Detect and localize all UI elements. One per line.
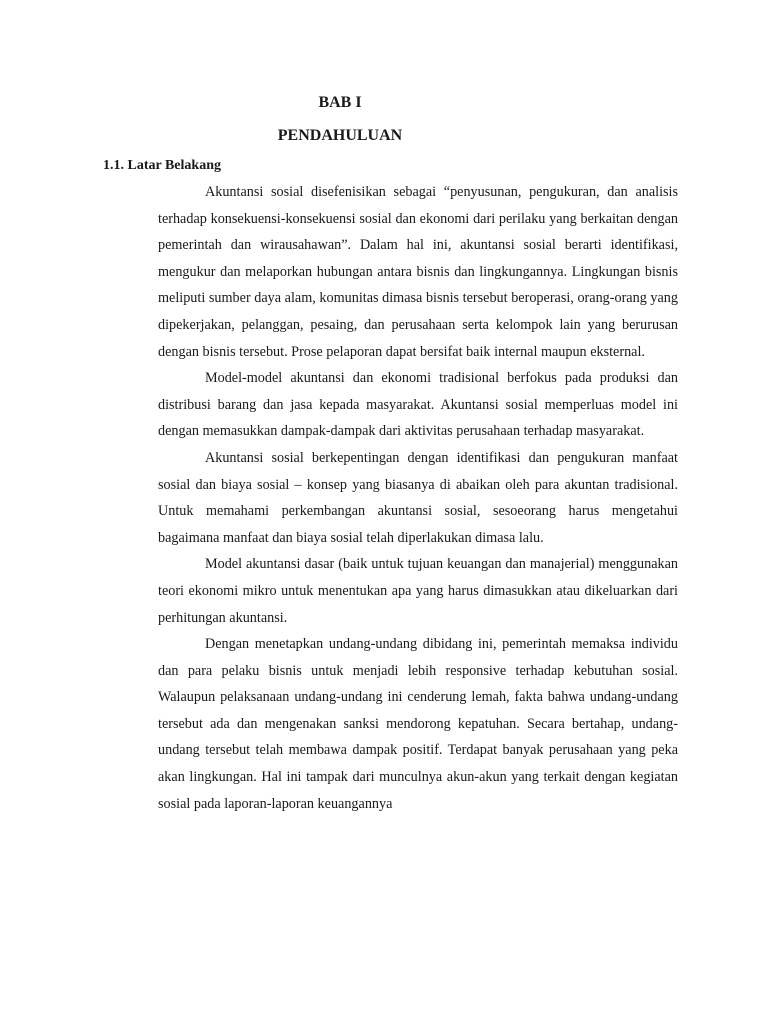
paragraph: Model-model akuntansi dan ekonomi tradisional berfokus pada produksi dan distribusi barang dan jasa kepada masyarakat. Akuntansi sosial memperluas model ini dengan memasukkan dampak-dampak dari aktivitas perusahaan terhadap masyarakat. (158, 370, 678, 440)
chapter-number: BAB I (318, 94, 362, 111)
paragraph: Akuntansi sosial disefenisikan sebagai “penyusunan, pengukuran, dan analisis terhadap konsekuensi-konsekuensi sosial dan ekonomi dari perilaku yang berkaitan dengan pemerintah dan wirausahawan”. Dalam hal ini, akuntansi sosial berarti identifikasi, mengukur dan melaporkan hubungan antara bisnis dan lingkungannya. Lingkungan bisnis meliputi sumber daya alam, komunitas dimasa bisnis tersebut beroperasi, orang-orang yang dipekerjakan, pelanggan, pesaing, dan perusahaan serta kelompok lain yang berurusan dengan bisnis tersebut. Prose pelaporan dapat bersifat baik internal maupun eksternal. (158, 184, 678, 360)
paragraph: Dengan menetapkan undang-undang dibidang ini, pemerintah memaksa individu dan para pelaku bisnis untuk menjadi lebih responsive terhadap kebutuhan sosial. Walaupun pelaksanaan undang-undang ini cenderung lemah, fakta bahwa undang-undang tersebut ada dan mengenakan sanksi mendorong kepatuhan. Secara bertahap, undang-undang tersebut telah membawa dampak positif. Terdapat banyak perusahaan yang peka akan lingkungan. Hal ini tampak dari munculnya akun-akun yang terkait dengan kegiatan sosial pada laporan-laporan keuangannya (158, 636, 678, 812)
chapter-title: PENDAHULUAN (277, 127, 403, 144)
section-heading: 1.1. Latar Belakang (103, 158, 221, 173)
paragraph: Akuntansi sosial berkepentingan dengan identifikasi dan pengukuran manfaat sosial dan biaya sosial – konsep yang biasanya di abaikan oleh para akuntan tradisional. Untuk memahami perkembangan akuntansi sosial, sesoeorang harus mengetahui bagaimana manfaat dan biaya sosial telah diperlakukan dimasa lalu. (158, 449, 678, 546)
paragraph: Model akuntansi dasar (baik untuk tujuan keuangan dan manajerial) menggunakan teori ekonomi mikro untuk menentukan apa yang harus dimasukkan atau dikeluarkan dari perhitungan akuntansi. (158, 556, 678, 626)
body-text (158, 179, 678, 817)
